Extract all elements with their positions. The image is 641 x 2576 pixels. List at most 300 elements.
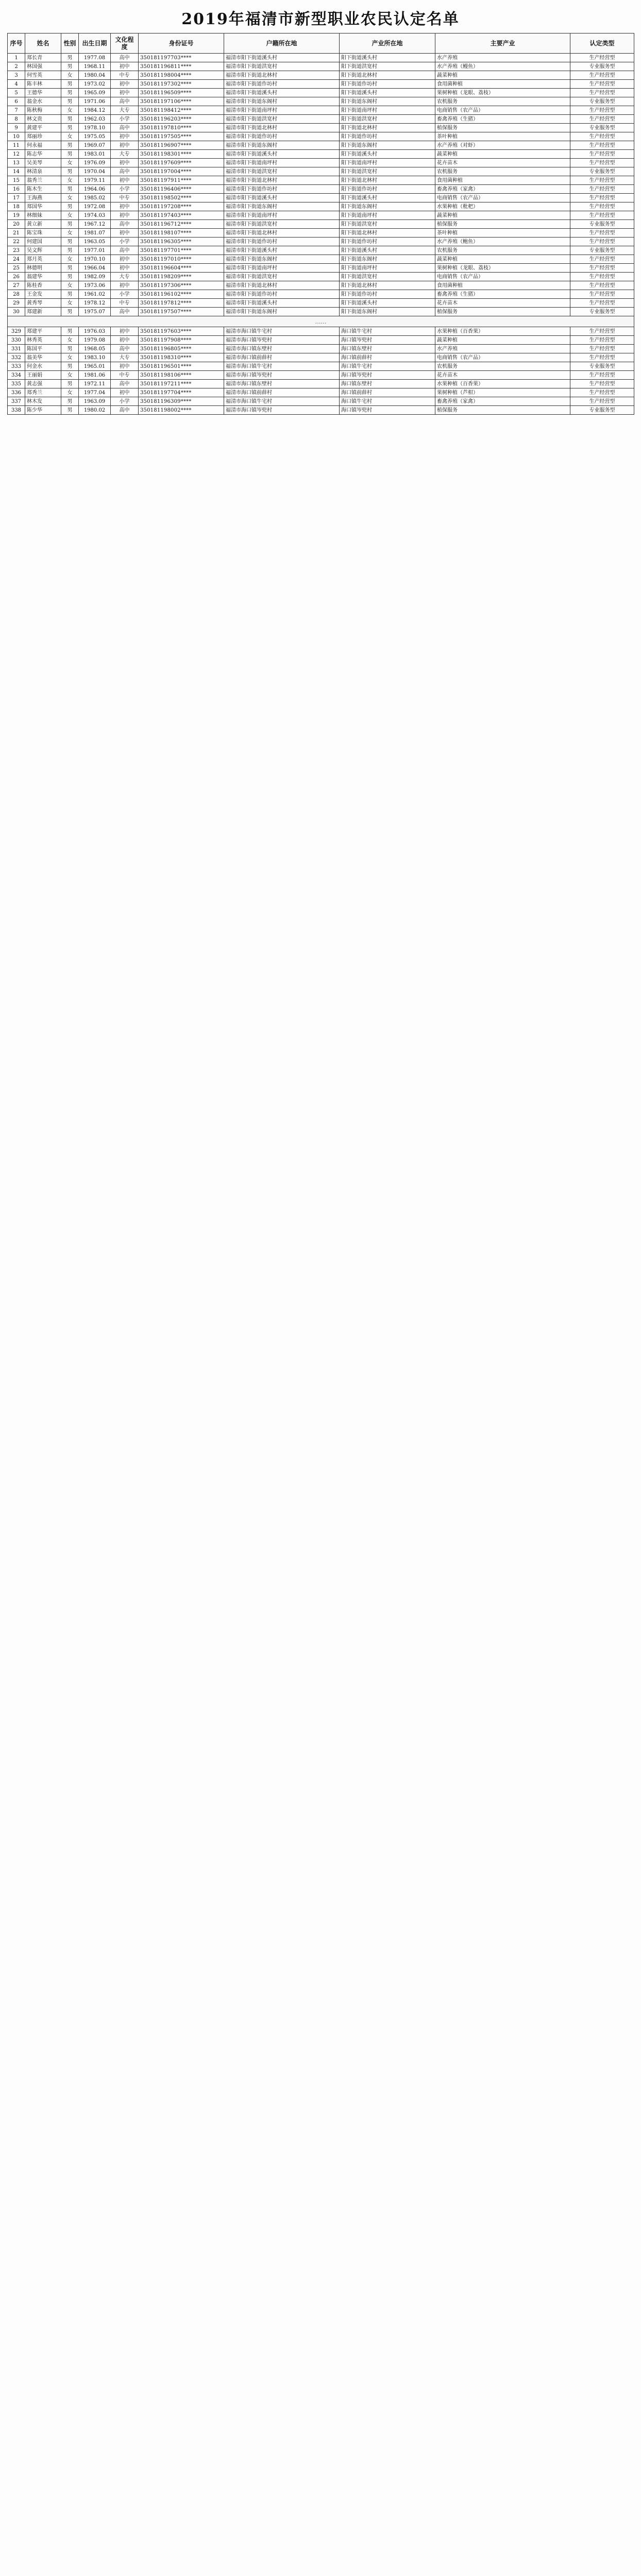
table-row [8, 106, 634, 115]
cell-household-location: 福清市阳下街道作坊村 [224, 290, 340, 299]
cell-name: 陈丰林 [25, 80, 61, 89]
cell-gender: 男 [61, 264, 79, 273]
cell-certification-type: 生产经营型 [570, 327, 634, 336]
cell-index: 5 [8, 89, 25, 97]
table-row [8, 246, 634, 255]
cell-gender: 男 [61, 124, 79, 132]
cell-id-number: 350181198502**** [139, 194, 224, 202]
cell-household-location: 福清市阳下街道东阁村 [224, 97, 340, 106]
cell-household-location: 福清市阳下街道溪头村 [224, 246, 340, 255]
cell-name: 郑建新 [25, 308, 61, 316]
cell-id-number: 350181198004**** [139, 71, 224, 80]
cell-education: 中专 [111, 71, 139, 80]
cell-id-number: 350181197208**** [139, 202, 224, 211]
cell-household-location: 福清市阳下街道北林村 [224, 281, 340, 290]
cell-household-location: 福清市阳下街道溪头村 [224, 194, 340, 202]
cell-gender: 女 [61, 388, 79, 397]
cell-main-industry: 水产养殖（对虾） [435, 141, 570, 150]
cell-id-number: 350181197810**** [139, 124, 224, 132]
cell-id-number: 350181196102**** [139, 290, 224, 299]
cell-id-number: 350181197603**** [139, 327, 224, 336]
table-row [8, 54, 634, 62]
cell-education: 小学 [111, 115, 139, 124]
cell-certification-type: 生产经营型 [570, 299, 634, 308]
cell-name: 翁建华 [25, 273, 61, 281]
cell-gender: 男 [61, 220, 79, 229]
cell-industry-location: 海口镇前薛村 [340, 388, 435, 397]
cell-education: 初中 [111, 336, 139, 345]
col-header-birth: 出生日期 [79, 33, 111, 54]
cell-name: 陈桂香 [25, 281, 61, 290]
cell-id-number: 350181196907**** [139, 141, 224, 150]
cell-main-industry: 花卉苗木 [435, 371, 570, 380]
cell-certification-type: 生产经营型 [570, 185, 634, 194]
table-row [8, 353, 634, 362]
cell-name: 何雪英 [25, 71, 61, 80]
cell-main-industry: 农机服务 [435, 97, 570, 106]
cell-gender: 女 [61, 281, 79, 290]
cell-industry-location: 阳下街道洪宽村 [340, 62, 435, 71]
cell-index: 7 [8, 106, 25, 115]
cell-birth: 1963.05 [79, 238, 111, 246]
cell-education: 高中 [111, 220, 139, 229]
cell-certification-type: 生产经营型 [570, 255, 634, 264]
table-row [8, 80, 634, 89]
cell-education: 小学 [111, 290, 139, 299]
cell-index: 19 [8, 211, 25, 220]
cell-industry-location: 阳下街道洪宽村 [340, 273, 435, 281]
cell-household-location: 福清市海口镇牛宅村 [224, 362, 340, 371]
cell-index: 26 [8, 273, 25, 281]
cell-household-location: 福清市阳下街道作坊村 [224, 238, 340, 246]
cell-industry-location: 阳下街道洪宽村 [340, 115, 435, 124]
cell-household-location: 福清市海口镇牛宅村 [224, 327, 340, 336]
cell-education: 高中 [111, 54, 139, 62]
cell-name: 吴美琴 [25, 159, 61, 167]
cell-household-location: 福清市阳下街道溪头村 [224, 299, 340, 308]
table-row [8, 336, 634, 345]
cell-industry-location: 海口镇东壁村 [340, 345, 435, 353]
table-row [8, 97, 634, 106]
cell-birth: 1975.05 [79, 132, 111, 141]
cell-name: 翁秀兰 [25, 176, 61, 185]
cell-household-location: 福清市阳下街道北林村 [224, 229, 340, 238]
cell-main-industry: 电商销售（农产品） [435, 273, 570, 281]
cell-name: 何永福 [25, 141, 61, 150]
cell-household-location: 福清市阳下街道溪头村 [224, 150, 340, 159]
cell-index: 21 [8, 229, 25, 238]
cell-name: 陈国平 [25, 345, 61, 353]
cell-main-industry: 植保服务 [435, 220, 570, 229]
cell-household-location: 福清市阳下街道南坪村 [224, 159, 340, 167]
cell-certification-type: 专业服务型 [570, 220, 634, 229]
cell-birth: 1976.03 [79, 327, 111, 336]
cell-name: 王德华 [25, 89, 61, 97]
cell-birth: 1968.05 [79, 345, 111, 353]
cell-name: 黄志强 [25, 380, 61, 388]
cell-industry-location: 阳下街道北林村 [340, 229, 435, 238]
cell-gender: 女 [61, 211, 79, 220]
cell-index: 14 [8, 167, 25, 176]
cell-gender: 女 [61, 106, 79, 115]
cell-birth: 1970.10 [79, 255, 111, 264]
cell-certification-type: 专业服务型 [570, 246, 634, 255]
cell-gender: 男 [61, 185, 79, 194]
cell-industry-location: 阳下街道作坊村 [340, 238, 435, 246]
cell-gender: 男 [61, 308, 79, 316]
cell-main-industry: 畜禽养殖（家禽） [435, 185, 570, 194]
cell-gender: 男 [61, 290, 79, 299]
cell-industry-location: 阳下街道东阁村 [340, 308, 435, 316]
table-row [8, 264, 634, 273]
cell-index: 27 [8, 281, 25, 290]
cell-household-location: 福清市阳下街道东阁村 [224, 141, 340, 150]
cell-id-number: 350181198209**** [139, 273, 224, 281]
cell-id-number: 350181196509**** [139, 89, 224, 97]
cell-main-industry: 蔬菜种植 [435, 255, 570, 264]
col-header-name: 姓名 [25, 33, 61, 54]
cell-name: 何金水 [25, 362, 61, 371]
cell-index: 335 [8, 380, 25, 388]
col-header-certification-type: 认定类型 [570, 33, 634, 54]
cell-certification-type: 专业服务型 [570, 167, 634, 176]
cell-birth: 1972.11 [79, 380, 111, 388]
col-header-gender: 性别 [61, 33, 79, 54]
cell-certification-type: 生产经营型 [570, 380, 634, 388]
cell-certification-type: 生产经营型 [570, 229, 634, 238]
cell-education: 高中 [111, 97, 139, 106]
cell-name: 林文贵 [25, 115, 61, 124]
cell-main-industry: 食用菌种植 [435, 176, 570, 185]
table-row [8, 371, 634, 380]
cell-index: 23 [8, 246, 25, 255]
cell-main-industry: 蔬菜种植 [435, 336, 570, 345]
col-header-education: 文化程度 [111, 33, 139, 54]
cell-education: 中专 [111, 194, 139, 202]
cell-certification-type: 生产经营型 [570, 89, 634, 97]
cell-gender: 女 [61, 255, 79, 264]
cell-industry-location: 阳下街道东阁村 [340, 202, 435, 211]
cell-industry-location: 阳下街道南坪村 [340, 159, 435, 167]
cell-name: 林国强 [25, 62, 61, 71]
cell-education: 小学 [111, 238, 139, 246]
table-row [8, 132, 634, 141]
cell-main-industry: 水果种植（枇杷） [435, 202, 570, 211]
cell-index: 336 [8, 388, 25, 397]
cell-gender: 男 [61, 397, 79, 406]
cell-name: 林清泉 [25, 167, 61, 176]
cell-index: 22 [8, 238, 25, 246]
cell-id-number: 350181197812**** [139, 299, 224, 308]
cell-education: 高中 [111, 345, 139, 353]
cell-id-number: 350181197505**** [139, 132, 224, 141]
cell-id-number: 350181197306**** [139, 281, 224, 290]
cell-id-number: 350181197704**** [139, 388, 224, 397]
cell-main-industry: 果树种植（芦柑） [435, 388, 570, 397]
cell-name: 郑丽珍 [25, 132, 61, 141]
cell-industry-location: 阳下街道南坪村 [340, 264, 435, 273]
cell-main-industry: 花卉苗木 [435, 299, 570, 308]
cell-education: 初中 [111, 362, 139, 371]
table-row [8, 124, 634, 132]
cell-birth: 1980.02 [79, 406, 111, 415]
cell-education: 中专 [111, 371, 139, 380]
cell-certification-type: 生产经营型 [570, 345, 634, 353]
table-row [8, 229, 634, 238]
cell-industry-location: 阳下街道洪宽村 [340, 167, 435, 176]
cell-id-number: 350181196712**** [139, 220, 224, 229]
cell-name: 陈志华 [25, 150, 61, 159]
cell-education: 初中 [111, 141, 139, 150]
cell-certification-type: 专业服务型 [570, 406, 634, 415]
cell-name: 王丽娟 [25, 371, 61, 380]
cell-industry-location: 阳下街道溪头村 [340, 194, 435, 202]
cell-education: 高中 [111, 167, 139, 176]
cell-name: 陈木生 [25, 185, 61, 194]
cell-industry-location: 阳下街道溪头村 [340, 246, 435, 255]
cell-birth: 1973.06 [79, 281, 111, 290]
cell-gender: 男 [61, 362, 79, 371]
cell-index: 334 [8, 371, 25, 380]
cell-name: 黄建平 [25, 124, 61, 132]
cell-industry-location: 阳下街道溪头村 [340, 54, 435, 62]
cell-education: 初中 [111, 89, 139, 97]
cell-index: 13 [8, 159, 25, 167]
cell-certification-type: 生产经营型 [570, 176, 634, 185]
table-row [8, 62, 634, 71]
cell-education: 高中 [111, 246, 139, 255]
col-header-household-location: 户籍所在地 [224, 33, 340, 54]
cell-index: 16 [8, 185, 25, 194]
cell-certification-type: 生产经营型 [570, 115, 634, 124]
cell-household-location: 福清市阳下街道作坊村 [224, 80, 340, 89]
cell-index: 329 [8, 327, 25, 336]
table-row [8, 71, 634, 80]
table-row [8, 345, 634, 353]
cell-household-location: 福清市阳下街道东阁村 [224, 202, 340, 211]
cell-household-location: 福清市海口镇岑兜村 [224, 406, 340, 415]
cell-household-location: 福清市海口镇前薛村 [224, 388, 340, 397]
cell-main-industry: 果树种植（龙眼、荔枝） [435, 89, 570, 97]
cell-household-location: 福清市阳下街道南坪村 [224, 264, 340, 273]
cell-name: 郑长青 [25, 54, 61, 62]
cell-certification-type: 生产经营型 [570, 264, 634, 273]
cell-industry-location: 阳下街道作坊村 [340, 290, 435, 299]
cell-birth: 1979.08 [79, 336, 111, 345]
cell-name: 翁美华 [25, 353, 61, 362]
cell-education: 初中 [111, 264, 139, 273]
cell-certification-type: 生产经营型 [570, 159, 634, 167]
cell-education: 大专 [111, 106, 139, 115]
cell-certification-type: 生产经营型 [570, 353, 634, 362]
cell-birth: 1985.02 [79, 194, 111, 202]
cell-main-industry: 蔬菜种植 [435, 211, 570, 220]
cell-education: 高中 [111, 124, 139, 132]
cell-education: 初中 [111, 132, 139, 141]
cell-index: 25 [8, 264, 25, 273]
cell-certification-type: 专业服务型 [570, 308, 634, 316]
cell-gender: 男 [61, 80, 79, 89]
cell-household-location: 福清市海口镇岑兜村 [224, 371, 340, 380]
cell-industry-location: 阳下街道溪头村 [340, 89, 435, 97]
cell-birth: 1978.10 [79, 124, 111, 132]
cell-gender: 女 [61, 194, 79, 202]
cell-industry-location: 阳下街道洪宽村 [340, 220, 435, 229]
cell-birth: 1965.01 [79, 362, 111, 371]
cell-household-location: 福清市阳下街道溪头村 [224, 89, 340, 97]
cell-gender: 男 [61, 141, 79, 150]
cell-main-industry: 农机服务 [435, 362, 570, 371]
cell-education: 初中 [111, 202, 139, 211]
cell-main-industry: 水产养殖 [435, 345, 570, 353]
cell-index: 9 [8, 124, 25, 132]
table-row [8, 281, 634, 290]
cell-certification-type: 生产经营型 [570, 80, 634, 89]
cell-name: 陈少华 [25, 406, 61, 415]
table-row [8, 255, 634, 264]
cell-id-number: 350181198310**** [139, 353, 224, 362]
table-row [8, 141, 634, 150]
cell-education: 初中 [111, 229, 139, 238]
cell-birth: 1970.04 [79, 167, 111, 176]
cell-certification-type: 生产经营型 [570, 238, 634, 246]
cell-id-number: 350181197507**** [139, 308, 224, 316]
cell-main-industry: 水产养殖（鳗鱼） [435, 62, 570, 71]
cell-birth: 1978.12 [79, 299, 111, 308]
cell-household-location: 福清市海口镇岑兜村 [224, 336, 340, 345]
cell-gender: 男 [61, 89, 79, 97]
cell-index: 10 [8, 132, 25, 141]
cell-name: 林木发 [25, 397, 61, 406]
cell-education: 初中 [111, 255, 139, 264]
cell-main-industry: 水产养殖（鲍鱼） [435, 238, 570, 246]
cell-birth: 1966.04 [79, 264, 111, 273]
cell-id-number: 350181196406**** [139, 185, 224, 194]
cell-household-location: 福清市阳下街道北林村 [224, 124, 340, 132]
cell-industry-location: 阳下街道南坪村 [340, 106, 435, 115]
cell-index: 18 [8, 202, 25, 211]
cell-main-industry: 水果种植（百香果） [435, 380, 570, 388]
cell-birth: 1984.12 [79, 106, 111, 115]
cell-gender: 男 [61, 406, 79, 415]
cell-gender: 女 [61, 176, 79, 185]
cell-industry-location: 海口镇牛宅村 [340, 397, 435, 406]
table-row [8, 150, 634, 159]
cell-index: 2 [8, 62, 25, 71]
table-row [8, 406, 634, 415]
cell-certification-type: 生产经营型 [570, 202, 634, 211]
cell-main-industry: 电商销售（农产品） [435, 194, 570, 202]
cell-name: 郑月英 [25, 255, 61, 264]
cell-education: 初中 [111, 327, 139, 336]
cell-birth: 1981.06 [79, 371, 111, 380]
cell-id-number: 350181198301**** [139, 150, 224, 159]
cell-birth: 1976.09 [79, 159, 111, 167]
cell-gender: 女 [61, 353, 79, 362]
cell-id-number: 350181196811**** [139, 62, 224, 71]
cell-household-location: 福清市海口镇牛宅村 [224, 397, 340, 406]
cell-index: 330 [8, 336, 25, 345]
cell-education: 初中 [111, 176, 139, 185]
cell-name: 林秀英 [25, 336, 61, 345]
cell-index: 20 [8, 220, 25, 229]
table-row [8, 167, 634, 176]
cell-id-number: 350181197302**** [139, 80, 224, 89]
col-header-main-industry: 主要产业 [435, 33, 570, 54]
cell-id-number: 350181196305**** [139, 238, 224, 246]
cell-education: 初中 [111, 211, 139, 220]
cell-name: 郑建平 [25, 327, 61, 336]
cell-gender: 女 [61, 71, 79, 80]
cell-index: 29 [8, 299, 25, 308]
cell-certification-type: 生产经营型 [570, 106, 634, 115]
roster-body [8, 54, 634, 415]
cell-household-location: 福清市阳下街道作坊村 [224, 185, 340, 194]
cell-index: 8 [8, 115, 25, 124]
cell-birth: 1977.08 [79, 54, 111, 62]
table-row [8, 211, 634, 220]
cell-main-industry: 蔬菜种植 [435, 71, 570, 80]
cell-index: 15 [8, 176, 25, 185]
cell-name: 郑秀兰 [25, 388, 61, 397]
cell-industry-location: 阳下街道北林村 [340, 71, 435, 80]
cell-certification-type: 生产经营型 [570, 150, 634, 159]
cell-gender: 男 [61, 273, 79, 281]
cell-household-location: 福清市阳下街道南坪村 [224, 106, 340, 115]
table-row [8, 308, 634, 316]
cell-id-number: 350181197701**** [139, 246, 224, 255]
cell-name: 林细妹 [25, 211, 61, 220]
cell-birth: 1972.08 [79, 202, 111, 211]
cell-certification-type: 生产经营型 [570, 336, 634, 345]
cell-main-industry: 畜禽养殖（生猪） [435, 115, 570, 124]
cell-main-industry: 茶叶种植 [435, 229, 570, 238]
cell-gender: 女 [61, 336, 79, 345]
cell-industry-location: 海口镇牛宅村 [340, 362, 435, 371]
cell-main-industry: 蔬菜种植 [435, 150, 570, 159]
cell-id-number: 350181197911**** [139, 176, 224, 185]
cell-id-number: 350181196501**** [139, 362, 224, 371]
table-row [8, 238, 634, 246]
cell-main-industry: 植保服务 [435, 308, 570, 316]
table-row [8, 299, 634, 308]
table-row [8, 380, 634, 388]
cell-gender: 女 [61, 299, 79, 308]
cell-household-location: 福清市阳下街道东阁村 [224, 308, 340, 316]
cell-industry-location: 海口镇牛宅村 [340, 327, 435, 336]
cell-birth: 1983.10 [79, 353, 111, 362]
cell-birth: 1961.02 [79, 290, 111, 299]
cell-id-number: 350181197703**** [139, 54, 224, 62]
cell-id-number: 350181197403**** [139, 211, 224, 220]
roster-table [7, 33, 634, 415]
cell-education: 高中 [111, 406, 139, 415]
cell-gender: 男 [61, 62, 79, 71]
cell-id-number: 350181197106**** [139, 97, 224, 106]
cell-certification-type: 生产经营型 [570, 211, 634, 220]
cell-household-location: 福清市阳下街道东阁村 [224, 255, 340, 264]
cell-education: 小学 [111, 397, 139, 406]
cell-industry-location: 海口镇前薛村 [340, 353, 435, 362]
cell-certification-type: 生产经营型 [570, 141, 634, 150]
cell-industry-location: 阳下街道东阁村 [340, 97, 435, 106]
cell-index: 337 [8, 397, 25, 406]
cell-certification-type: 专业服务型 [570, 362, 634, 371]
cell-gender: 男 [61, 327, 79, 336]
cell-id-number: 350181198002**** [139, 406, 224, 415]
cell-name: 黄立新 [25, 220, 61, 229]
table-row [8, 115, 634, 124]
